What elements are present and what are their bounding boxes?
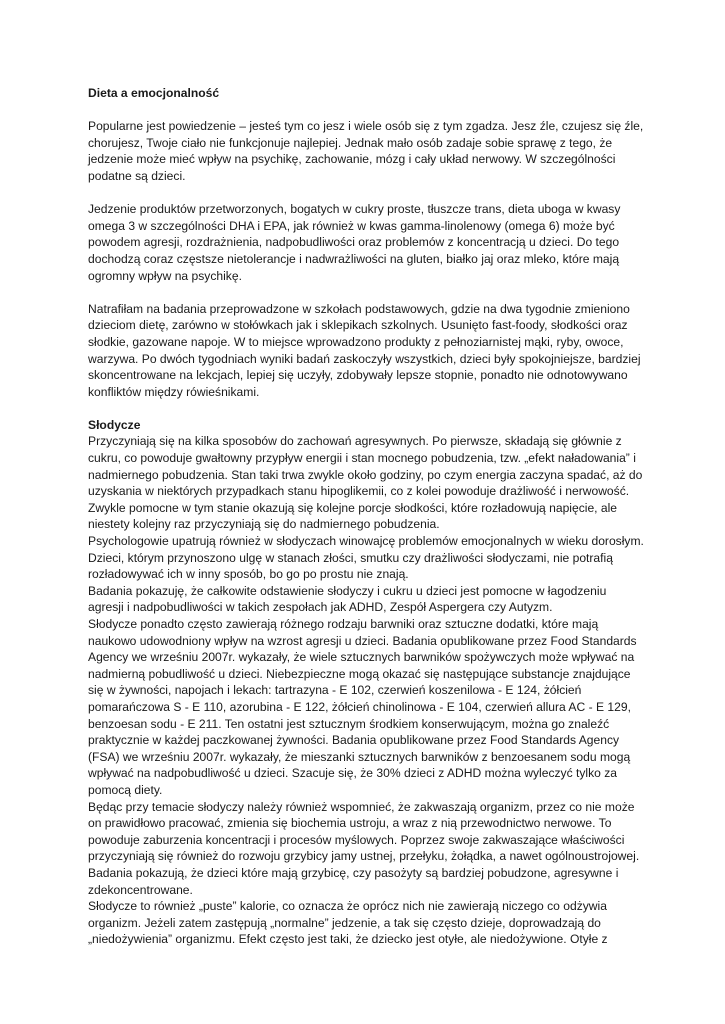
section-paragraph-3: Badania pokazuję, że całkowite odstawienie słodyczy i cukru u dzieci jest pomocne w łagodzeniu agresji i nadpobudliwości w takich zespołach jak ADHD, Zespół Aspergera czy Autyzm. <box>88 583 607 615</box>
section-paragraph-1: Przyczyniają się na kilka sposobów do zachowań agresywnych. Po pierwsze, składają się głównie z cukru, co powoduje gwałtowny przypływ energii i stan mocnego pobudzenia, tzw. „efekt naładowania” i nadmiernego pobudzenia. Stan taki trwa zwykle około godziny, po czym energia zaczyna spadać, aż do uzyskania w niektórych przypadkach stanu hipoglikemii, co z kolei powoduje drażliwość i nerwowość. Zwykle pomocne w tym stanie okazują się kolejne porcje słodkości, które rozładowują napięcie, ale niestety kolejny raz przyczyniają się do nadmiernego pobudzenia. <box>88 434 643 532</box>
section-paragraph-6: Słodycze to również „puste” kalorie, co oznacza że oprócz nich nie zawierają niczego co odżywia organizm. Jeżeli zatem zastępują „normalne” jedzenie, a tak się często dzieje, doprowadzają do „niedożywienia” organizmu. Efekt często jest taki, że dziecko jest otyłe, ale niedożywione. Otyłe z <box>88 899 608 947</box>
intro-paragraph-3: Natrafiłam na badania przeprowadzone w szkołach podstawowych, gdzie na dwa tygodnie zmieniono dzieciom dietę, zarówno w stołówkach jak i sklepikach szkolnych. Usunięto fast-foody, słodkości oraz słodkie, gazowane napoje. W to miejsce wprowadzono produkty z pełnoziarnistej mąki, ryby, owoce, warzywa. Po dwóch tygodniach wyniki badań zaskoczyły wszystkich, dzieci były spokojniejsze, bardziej skoncentrowane na lekcjach, lepiej się uczyły, zdobywały lepsze stopnie, ponadto nie odnotowywano konfliktów między rówieśnikami. <box>88 301 641 399</box>
intro-paragraph-1: Popularne jest powiedzenie – jesteś tym co jesz i wiele osób się z tym zgadza. Jesz źle, czujesz się źle, chorujesz, Twoje ciało nie funkcjonuje najlepiej. Jednak mało osób zadaje sobie sprawę z tego, że jedzenie może mieć wpływ na psychikę, zachowanie, mózg i cały układ nerwowy. W szczególności podatne są dzieci. <box>88 119 644 183</box>
section-heading-slodycze: Słodycze <box>88 417 141 432</box>
section-paragraph-5: Będąc przy temacie słodyczy należy również wspomnieć, że zakwaszają organizm, przez co nie może on prawidłowo pracować, zmienia się biochemia ustroju, a wraz z nią przewodnictwo nerwowe. To powoduje zaburzenia koncentracji i procesów myślowych. Poprzez swoje zakwaszające właściwości przyczyniają się również do rozwoju grzybicy jamy ustnej, przełyku, żołądka, a nawet ogólnoustrojowej. Badania pokazują, że dzieci które mają grzybicę, czy pasożyty są bardziej pobudzone, agresywne i zdekoncentrowane. <box>88 799 640 897</box>
section-paragraph-2: Psychologowie upatrują również w słodyczach winowajcę problemów emocjonalnych w wieku dorosłym. Dzieci, którym przynoszono ulgę w stanach złości, smutku czy drażliwości słodyczami, nie potrafią rozładowywać ich w inny sposób, bo go po prostu nie znają. <box>88 534 644 582</box>
document-title: Dieta a emocjonalność <box>88 86 220 100</box>
intro-paragraph-2: Jedzenie produktów przetworzonych, bogatych w cukry proste, tłuszcze trans, dieta uboga w kwasy omega 3 w szczególności DHA i EPA, jak również w kwas gamma-linolenowy (omega 6) może być powodem agresji, rozdrażnienia, nadpobudliwości oraz problemów z koncentracją u dzieci. Do tego dochodzą coraz częstsze nietolerancje i nadwrażliwości na gluten, białko jaj oraz mleko, które mają ogromny wpływ na psychikę. <box>88 202 621 283</box>
section-paragraph-4: Słodycze ponadto często zawierają różnego rodzaju barwniki oraz sztuczne dodatki, które mają naukowo udowodniony wpływ na wzrost agresji u dzieci. Badania opublikowane przez Food Standards Agency we wrześniu 2007r. wykazały, że wiele sztucznych barwników spożywczych może wpływać na nadmierną pobudliwość u dzieci. Niebezpieczne mogą okazać się następujące substancje znajdujące się w żywności, napojach i lekach: tartrazyna - E 102, czerwień koszenilowa - E 124, żółcień pomarańczowa S - E 110, azorubina - E 122, żółcień chinolinowa - E 104, czerwień allura AC - E 129, benzoesan sodu - E 211. Ten ostatni jest sztucznym środkiem konserwującym, można go znaleźć praktycznie w każdej paczkowanej żywności. Badania opublikowane przez Food Standards Agency (FSA) we wrześniu 2007r. wykazały, że mieszanki sztucznych barwników z benzoesanem sodu mogą wpływać na nadpobudliwość u dzieci. Szacuje się, że 30% dzieci z ADHD można wyleczyć tylko za pomocą diety. <box>88 617 637 797</box>
